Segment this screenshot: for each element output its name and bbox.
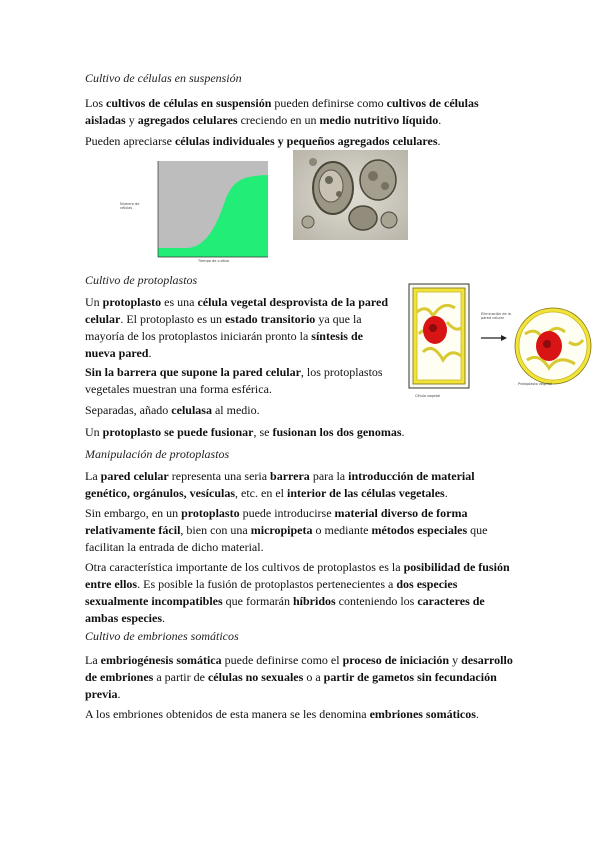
- text-run: .: [437, 134, 441, 148]
- text-run: A los embriones obtenidos de esta manera se les denomina: [85, 707, 370, 721]
- bold-run: caracteres de ambas especies: [85, 594, 485, 625]
- bold-run: cultivos de células en suspensión: [106, 96, 272, 110]
- text-run: Los: [85, 96, 106, 110]
- text-run: puede definirse como el: [221, 653, 343, 667]
- growth-curve-xlabel: Tiempo de cultivo: [198, 259, 230, 263]
- text-run: La: [85, 469, 101, 483]
- bold-run: posibilidad de fusión entre ellos: [85, 560, 510, 591]
- bold-run: celulasa: [171, 403, 212, 417]
- growth-curve-ylabel: Número de células: [120, 202, 140, 210]
- bold-run: híbridos: [292, 594, 336, 608]
- bold-run: micropipeta: [250, 523, 313, 537]
- diagram-arrow-label: Eliminación de la pared celular: [481, 312, 511, 320]
- growth-curve-chart: [118, 158, 276, 268]
- text-run: .: [475, 707, 479, 721]
- bold-run: células no sexuales: [207, 670, 304, 684]
- text-run: Otra característica importante de los cultivos de protoplastos es la: [85, 560, 404, 574]
- text-run: , etc. en el: [235, 486, 287, 500]
- diagram-left-label: Célula vegetal: [415, 394, 441, 398]
- text-run: es una: [161, 295, 198, 309]
- text-run: Sin embargo, en un: [85, 506, 182, 520]
- text-run: conteniendo los: [335, 594, 418, 608]
- text-run: .: [438, 113, 442, 127]
- text-run: .: [444, 486, 448, 500]
- bold-run: barrera: [270, 469, 310, 483]
- text-run: y: [449, 653, 462, 667]
- bold-run: embriogénesis somática: [100, 653, 222, 667]
- bold-run: material diverso de forma relativamente fácil: [85, 506, 468, 537]
- bold-run: cultivos de células aisladas: [85, 96, 479, 127]
- text-run: o mediante: [312, 523, 372, 537]
- micrograph-icon: [293, 150, 408, 240]
- text-run: Pueden apreciarse: [85, 134, 175, 148]
- bold-run: células individuales y pequeños agregados celulares: [174, 134, 438, 148]
- text-run: . El protoplasto es un: [120, 312, 225, 326]
- paragraph-9: [85, 559, 520, 627]
- text-run: al medio.: [211, 403, 260, 417]
- cell-suspension-photo: [293, 150, 408, 240]
- bold-run: partir de gametos sin fecundación previa: [85, 670, 497, 701]
- text-run: que facilitan la entrada de dicho material.: [85, 523, 488, 554]
- bold-run: introducción de material genético, orgánulos, vesículas: [85, 469, 475, 500]
- section-heading-embriones: Cultivo de embriones somáticos: [85, 629, 239, 643]
- text-run: representa una seria: [168, 469, 271, 483]
- diagram-right-label: Protoplasto vegetal: [518, 382, 552, 386]
- text-run: Un: [85, 425, 103, 439]
- bold-run: dos especies sexualmente incompatibles: [85, 577, 458, 608]
- text-run: . Es posible la fusión de protoplastos pertenecientes a: [137, 577, 397, 591]
- section-heading-protoplastos: Cultivo de protoplastos: [85, 273, 198, 287]
- text-run: , bien con una: [180, 523, 251, 537]
- text-run: pueden definirse como: [271, 96, 387, 110]
- bold-run: protoplasto se puede fusionar: [102, 425, 254, 439]
- bold-run: proceso de iniciación: [342, 653, 450, 667]
- paragraph-1: [85, 95, 520, 129]
- text-run: .: [148, 346, 152, 360]
- paragraph-3: [85, 294, 395, 362]
- section-heading-manipulacion: Manipulación de protoplastos: [85, 447, 230, 461]
- paragraph-6: [85, 424, 520, 441]
- text-run: Separadas, añado: [85, 403, 172, 417]
- section-heading-suspension: Cultivo de células en suspensión: [85, 71, 242, 85]
- text-run: , se: [253, 425, 273, 439]
- text-run: que formarán: [222, 594, 293, 608]
- text-run: o a: [303, 670, 324, 684]
- text-run: .: [401, 425, 405, 439]
- text-run: .: [117, 687, 121, 701]
- text-run: y: [125, 113, 138, 127]
- bold-run: pared celular: [100, 469, 169, 483]
- paragraph-8: [85, 505, 520, 556]
- text-run: Un: [85, 295, 103, 309]
- protoplast-diagram: [403, 282, 593, 404]
- bold-run: síntesis de nueva pared: [85, 329, 363, 360]
- text-run: .: [162, 611, 165, 625]
- bold-run: protoplasto: [102, 295, 162, 309]
- paragraph-4: [85, 364, 395, 398]
- paragraph-7: [85, 468, 520, 502]
- growth-curve-figure: [118, 158, 276, 268]
- text-run: puede introducirse: [239, 506, 335, 520]
- text-run: a partir de: [153, 670, 208, 684]
- bold-run: desarrollo de embriones: [85, 653, 513, 684]
- bold-run: fusionan los dos genomas: [272, 425, 402, 439]
- text-run: ya que la mayoría de los protoplastos iniciarán pronto la: [85, 312, 362, 343]
- text-run: creciendo en un: [237, 113, 320, 127]
- paragraph-10: [85, 652, 520, 703]
- paragraph-2: [85, 133, 520, 150]
- text-run: La: [85, 653, 101, 667]
- paragraph-5: [85, 402, 395, 419]
- bold-run: embriones somáticos: [369, 707, 476, 721]
- bold-run: métodos especiales: [371, 523, 468, 537]
- bold-run: Sin la barrera que supone la pared celular: [85, 365, 301, 379]
- bold-run: estado transitorio: [224, 312, 316, 326]
- bold-run: célula vegetal desprovista de la pared celular: [85, 295, 388, 326]
- paragraph-11: [85, 706, 520, 723]
- bold-run: protoplasto: [181, 506, 240, 520]
- bold-run: interior de las células vegetales: [286, 486, 445, 500]
- bold-run: agregados celulares: [137, 113, 238, 127]
- bold-run: medio nutritivo líquido: [319, 113, 439, 127]
- text-run: , los protoplastos vegetales muestran una forma esférica.: [85, 365, 383, 396]
- text-run: para la: [309, 469, 349, 483]
